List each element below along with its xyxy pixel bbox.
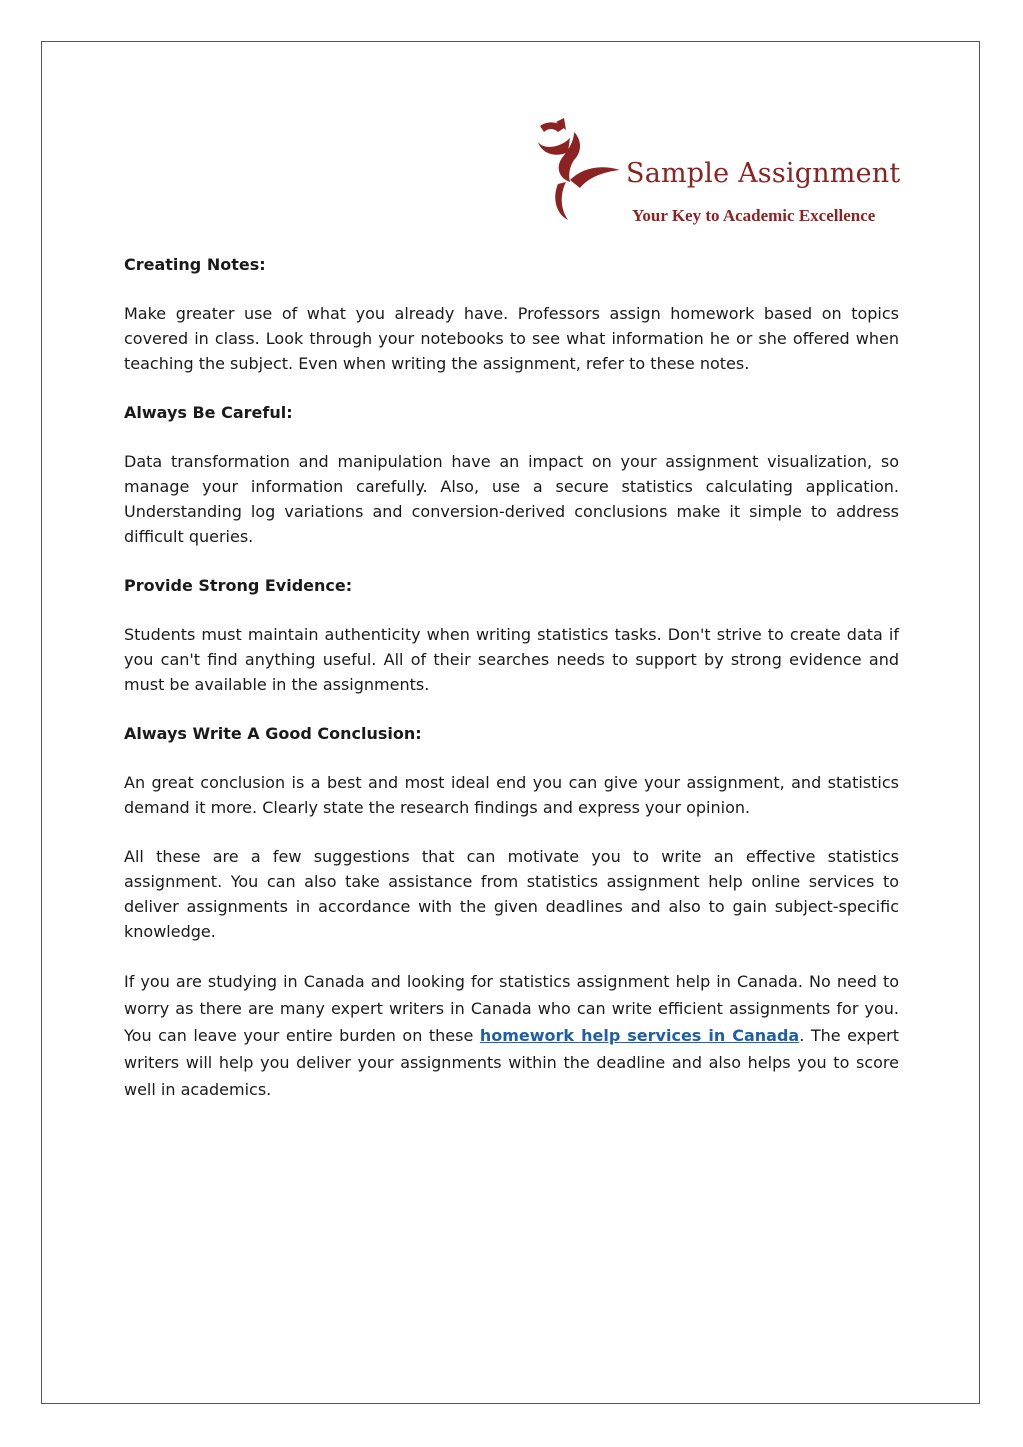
section-paragraph: Students must maintain authenticity when writing statistics tasks. Don't strive to create data if you can't find anything useful. All of their searches needs to support by strong evidence and must be available in the assignments. — [124, 625, 899, 694]
figure-emblem-icon — [530, 118, 640, 228]
section-heading: Provide Strong Evidence: — [124, 576, 353, 595]
closing-paragraph — [124, 968, 899, 1103]
section-paragraph: Data transformation and manipulation have an impact on your assignment visualization, so manage your information carefully. Also, use a secure statistics calculating application. Understanding log variations and conversion-derived conclusions make it simple to address difficult queries. — [124, 452, 899, 546]
brand-tagline: Your Key to Academic Excellence — [632, 206, 876, 225]
homework-help-link[interactable]: homework help services in Canada — [479, 1026, 800, 1045]
closing-text-before: If you are studying in Canada and looking for statistics assignment help in Canada. No need to worry as there are many expert writers in Canada who can write efficient assignments for you. You can leave your entire burden on these — [124, 972, 899, 1045]
section-heading: Always Write A Good Conclusion: — [124, 724, 422, 743]
section-paragraph: Make greater use of what you already have. Professors assign homework based on topics covered in class. Look through your notebooks to see what information he or she offered when teaching the subject. Even when writing the assignment, refer to these notes. — [124, 304, 899, 373]
summary-paragraph: All these are a few suggestions that can motivate you to write an effective statistics assignment. You can also take assistance from statistics assignment help online services to deliver assignments in accordance with the given deadlines and also to gain subject-specific knowledge. — [124, 847, 899, 941]
sample-assignment-logo — [530, 118, 905, 228]
section-heading: Creating Notes: — [124, 255, 266, 274]
section-paragraph: An great conclusion is a best and most ideal end you can give your assignment, and statistics demand it more. Clearly state the research findings and express your opinion. — [124, 773, 899, 817]
closing-text-after: . The expert writers will help you deliver your assignments within the deadline and also helps you to score well in academics. — [124, 1026, 900, 1099]
document-body — [124, 252, 899, 1127]
section-heading: Always Be Careful: — [124, 403, 293, 422]
brand-name: Sample Assignment — [626, 158, 901, 189]
